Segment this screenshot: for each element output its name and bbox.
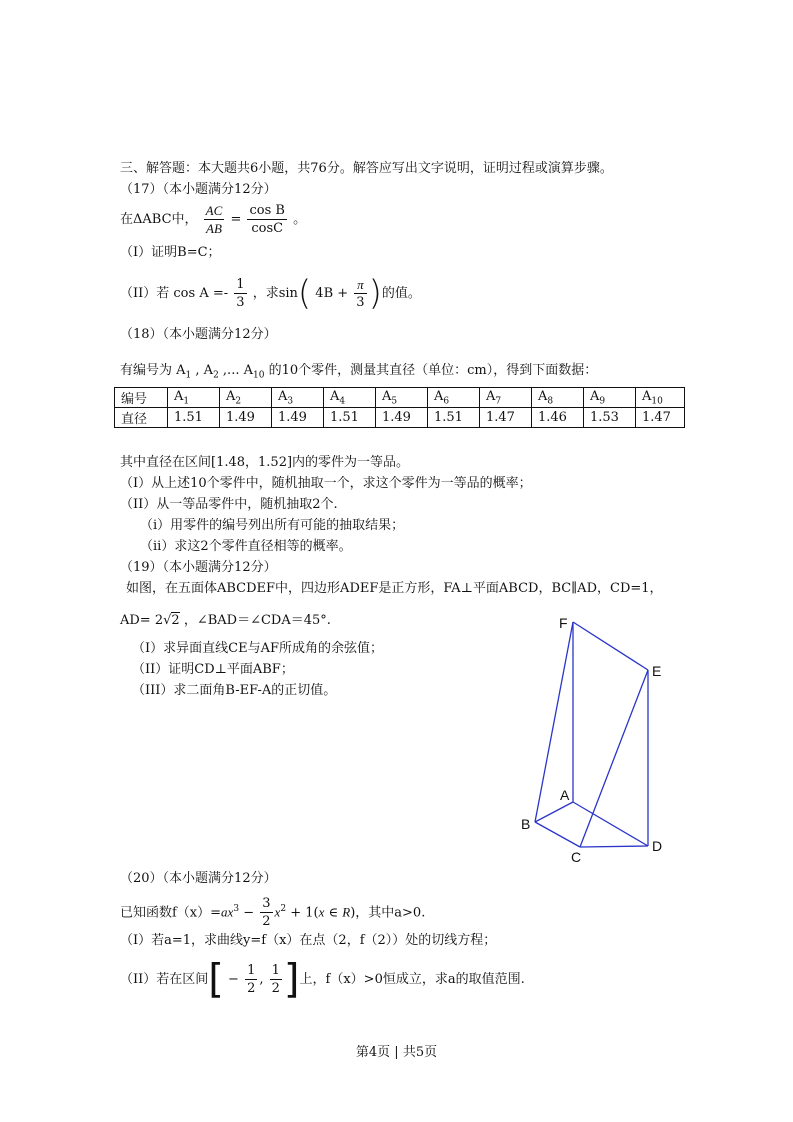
- q18-part1: （I）从上述10个零件中，随机抽取一个，求这个零件为一等品的概率；: [120, 476, 532, 491]
- q20-part1: （I）若a=1，求曲线y=f（x）在点（2，f（2））处的切线方程；: [120, 933, 497, 948]
- figure-label-D: D: [652, 838, 663, 854]
- table-row: [115, 408, 685, 428]
- table-cell: $A_6$: [428, 388, 480, 408]
- q20-intro: [120, 890, 425, 932]
- q20-x: x: [274, 904, 281, 920]
- q19-line2-sqrt: 2: [171, 613, 180, 628]
- q17-frac-left-num: AC: [205, 203, 223, 218]
- figure-edges: [535, 622, 648, 847]
- q17-part2-text-c: 的值。: [381, 286, 421, 301]
- q20-ax: ax: [221, 904, 234, 920]
- q17-fraction-right: [247, 202, 286, 237]
- q17-part2-frac-num: 1: [236, 277, 245, 292]
- table-cell: 1.49: [220, 408, 272, 428]
- right-bracket-icon: ]: [283, 956, 300, 1003]
- table-cell: $A_{10}$: [636, 388, 685, 408]
- q20-interval-frac2: [270, 962, 282, 997]
- q17-intro-text: 在ΔABC中，: [120, 212, 198, 227]
- q17-part2-text-a: （II）若 cos A =-: [120, 286, 229, 301]
- table-cell: 1.49: [376, 408, 428, 428]
- q20-interval-n1: 1: [247, 963, 256, 978]
- q17-part2-frac-den: 3: [236, 295, 245, 310]
- q17-part2-inner: 4B +: [315, 286, 349, 301]
- edge-CD: [580, 846, 648, 847]
- q20-interval-d1: 2: [247, 981, 256, 996]
- q19-part2: （II）证明CD⊥平面ABF；: [132, 662, 294, 677]
- q20-exp2: 2: [280, 904, 287, 914]
- q20-interval-n2: 1: [271, 963, 280, 978]
- table-cell: $A_3$: [272, 388, 324, 408]
- table-cell: $A_5$: [376, 388, 428, 408]
- edge-EC: [580, 670, 648, 847]
- left-bracket-icon: [: [208, 956, 224, 1003]
- page-footer: 第4页 | 共5页: [355, 1045, 438, 1060]
- figure-label-F: F: [559, 615, 568, 631]
- q20-interval-minus: −: [228, 972, 239, 987]
- q20-fraction: [260, 895, 272, 930]
- q18-note: 其中直径在区间[1.48，1.52]内的零件为一等品。: [120, 455, 410, 470]
- q19-line2-b: ，∠BAD＝∠CDA＝45°.: [183, 613, 331, 628]
- table-cell: 1.46: [532, 408, 584, 428]
- table-cell: 直径: [115, 408, 168, 428]
- table-cell: 1.51: [168, 408, 220, 428]
- q20-part2: [120, 958, 525, 1002]
- table-cell: 1.47: [636, 408, 685, 428]
- q19-part1: （I）求异面直线CE与AF所成角的余弦值；: [132, 641, 383, 656]
- table-cell: 1.53: [584, 408, 636, 428]
- q18-data-table: [114, 387, 685, 428]
- table-header-row: [115, 388, 685, 408]
- q20-intro-a: 已知函数f（x）=: [120, 905, 222, 921]
- edge-BC: [535, 822, 580, 847]
- q20-exp3: 3: [233, 904, 240, 914]
- q17-part2: [120, 274, 421, 314]
- q17-intro: 在ΔABC中， $\frac{AC}{AB}$ = $\frac{\text{cos B}}{\cos C}$ 。: [120, 203, 307, 236]
- q18-part2-ii: （ii）求这2个零件直径相等的概率。: [140, 539, 352, 554]
- q17-part2-pi-den: 3: [356, 295, 365, 310]
- table-cell: 1.49: [272, 408, 324, 428]
- table-cell: $A_7$: [480, 388, 532, 408]
- table-cell: $A_1$: [168, 388, 220, 408]
- q17-frac-right-den: cosC: [251, 221, 284, 236]
- sqrt-icon: √: [163, 613, 172, 628]
- table-cell: $A_2$: [220, 388, 272, 408]
- q18-part2-i: （i）用零件的编号列出所有可能的抽取结果；: [140, 518, 405, 533]
- q19-part3: （III）求二面角B-EF-A的正切值。: [132, 683, 337, 698]
- q17-intro-end: 。: [293, 212, 307, 227]
- q17-part2-text-b: ，求sin: [252, 286, 298, 301]
- q18-part2: （II）从一等品零件中，随机抽取2个.: [120, 497, 338, 512]
- edge-BA: [535, 802, 573, 822]
- q19-line2-a: AD= 2: [120, 613, 164, 628]
- q17-header: （17）（本小题满分12分）: [120, 182, 277, 197]
- table-cell: $A_9$: [584, 388, 636, 408]
- q17-part1: （I）证明B=C；: [120, 245, 221, 260]
- section-heading: 三、解答题：本大题共6小题，共76分。解答应写出文字说明，证明过程或演算步骤。: [120, 161, 613, 176]
- q20-in: ∈: [328, 905, 339, 921]
- q17-frac-left-den: AB: [206, 221, 222, 236]
- q20-xr: x: [318, 904, 325, 920]
- q19-line1: 如图，在五面体ABCDEF中，四边形ADEF是正方形，FA⊥平面ABCD，BC∥AD，CD=1，: [126, 581, 663, 596]
- left-paren-icon: (: [297, 273, 312, 314]
- edge-FE: [573, 622, 648, 670]
- q17-frac-right-num: cos B: [249, 203, 285, 218]
- figure-label-B: B: [521, 816, 531, 832]
- q17-fraction-left: [204, 202, 225, 237]
- q20-frac-den: 2: [262, 914, 271, 930]
- q19-header: （19）（本小题满分12分）: [120, 560, 277, 575]
- q19-line2: [120, 612, 331, 630]
- q20-interval-d2: 2: [271, 981, 280, 996]
- table-cell: 1.51: [324, 408, 376, 428]
- q20-part2-b: 上，f（x）>0恒成立，求a的取值范围.: [299, 972, 525, 987]
- q18-intro-mid: 的10个零件，测量其直径（单位：cm），得到下面数据：: [268, 363, 598, 378]
- q20-close: )，其中a>0.: [350, 905, 426, 921]
- table-cell: 编号: [115, 388, 168, 408]
- table-cell: 1.47: [480, 408, 532, 428]
- edge-AD: [573, 802, 648, 846]
- q18-intro: 有编号为 $A_1$ , $A_2$ ,... $A_{10}$ 的10个零件，测量其直径（单位：cm），得到下面数据：: [120, 363, 598, 381]
- q17-part2-pi-fraction: [354, 276, 366, 311]
- q18-intro-a: 有编号为 A: [120, 363, 186, 378]
- table-cell: 1.51: [428, 408, 480, 428]
- right-paren-icon: ): [368, 273, 382, 314]
- q20-rest: + 1(: [290, 905, 319, 921]
- q20-minus: −: [243, 905, 255, 921]
- table-cell: $A_4$: [324, 388, 376, 408]
- figure-label-C: C: [571, 849, 582, 865]
- figure-label-A: A: [560, 787, 570, 803]
- table-cell: $A_8$: [532, 388, 584, 408]
- q20-R: R: [342, 904, 351, 920]
- q20-frac-num: 3: [262, 896, 271, 912]
- q18-header: （18）（本小题满分12分）: [120, 327, 277, 342]
- q19-pentahedron-figure: [505, 610, 685, 870]
- q20-header: （20）（本小题满分12分）: [120, 871, 277, 886]
- q20-interval-comma: ,: [259, 972, 264, 987]
- q20-interval-frac1: [245, 962, 257, 997]
- q20-part2-a: （II）若在区间: [120, 972, 209, 987]
- q17-part2-fraction: [234, 276, 246, 311]
- figure-label-E: E: [652, 663, 662, 679]
- q17-part2-pi: π: [354, 276, 366, 294]
